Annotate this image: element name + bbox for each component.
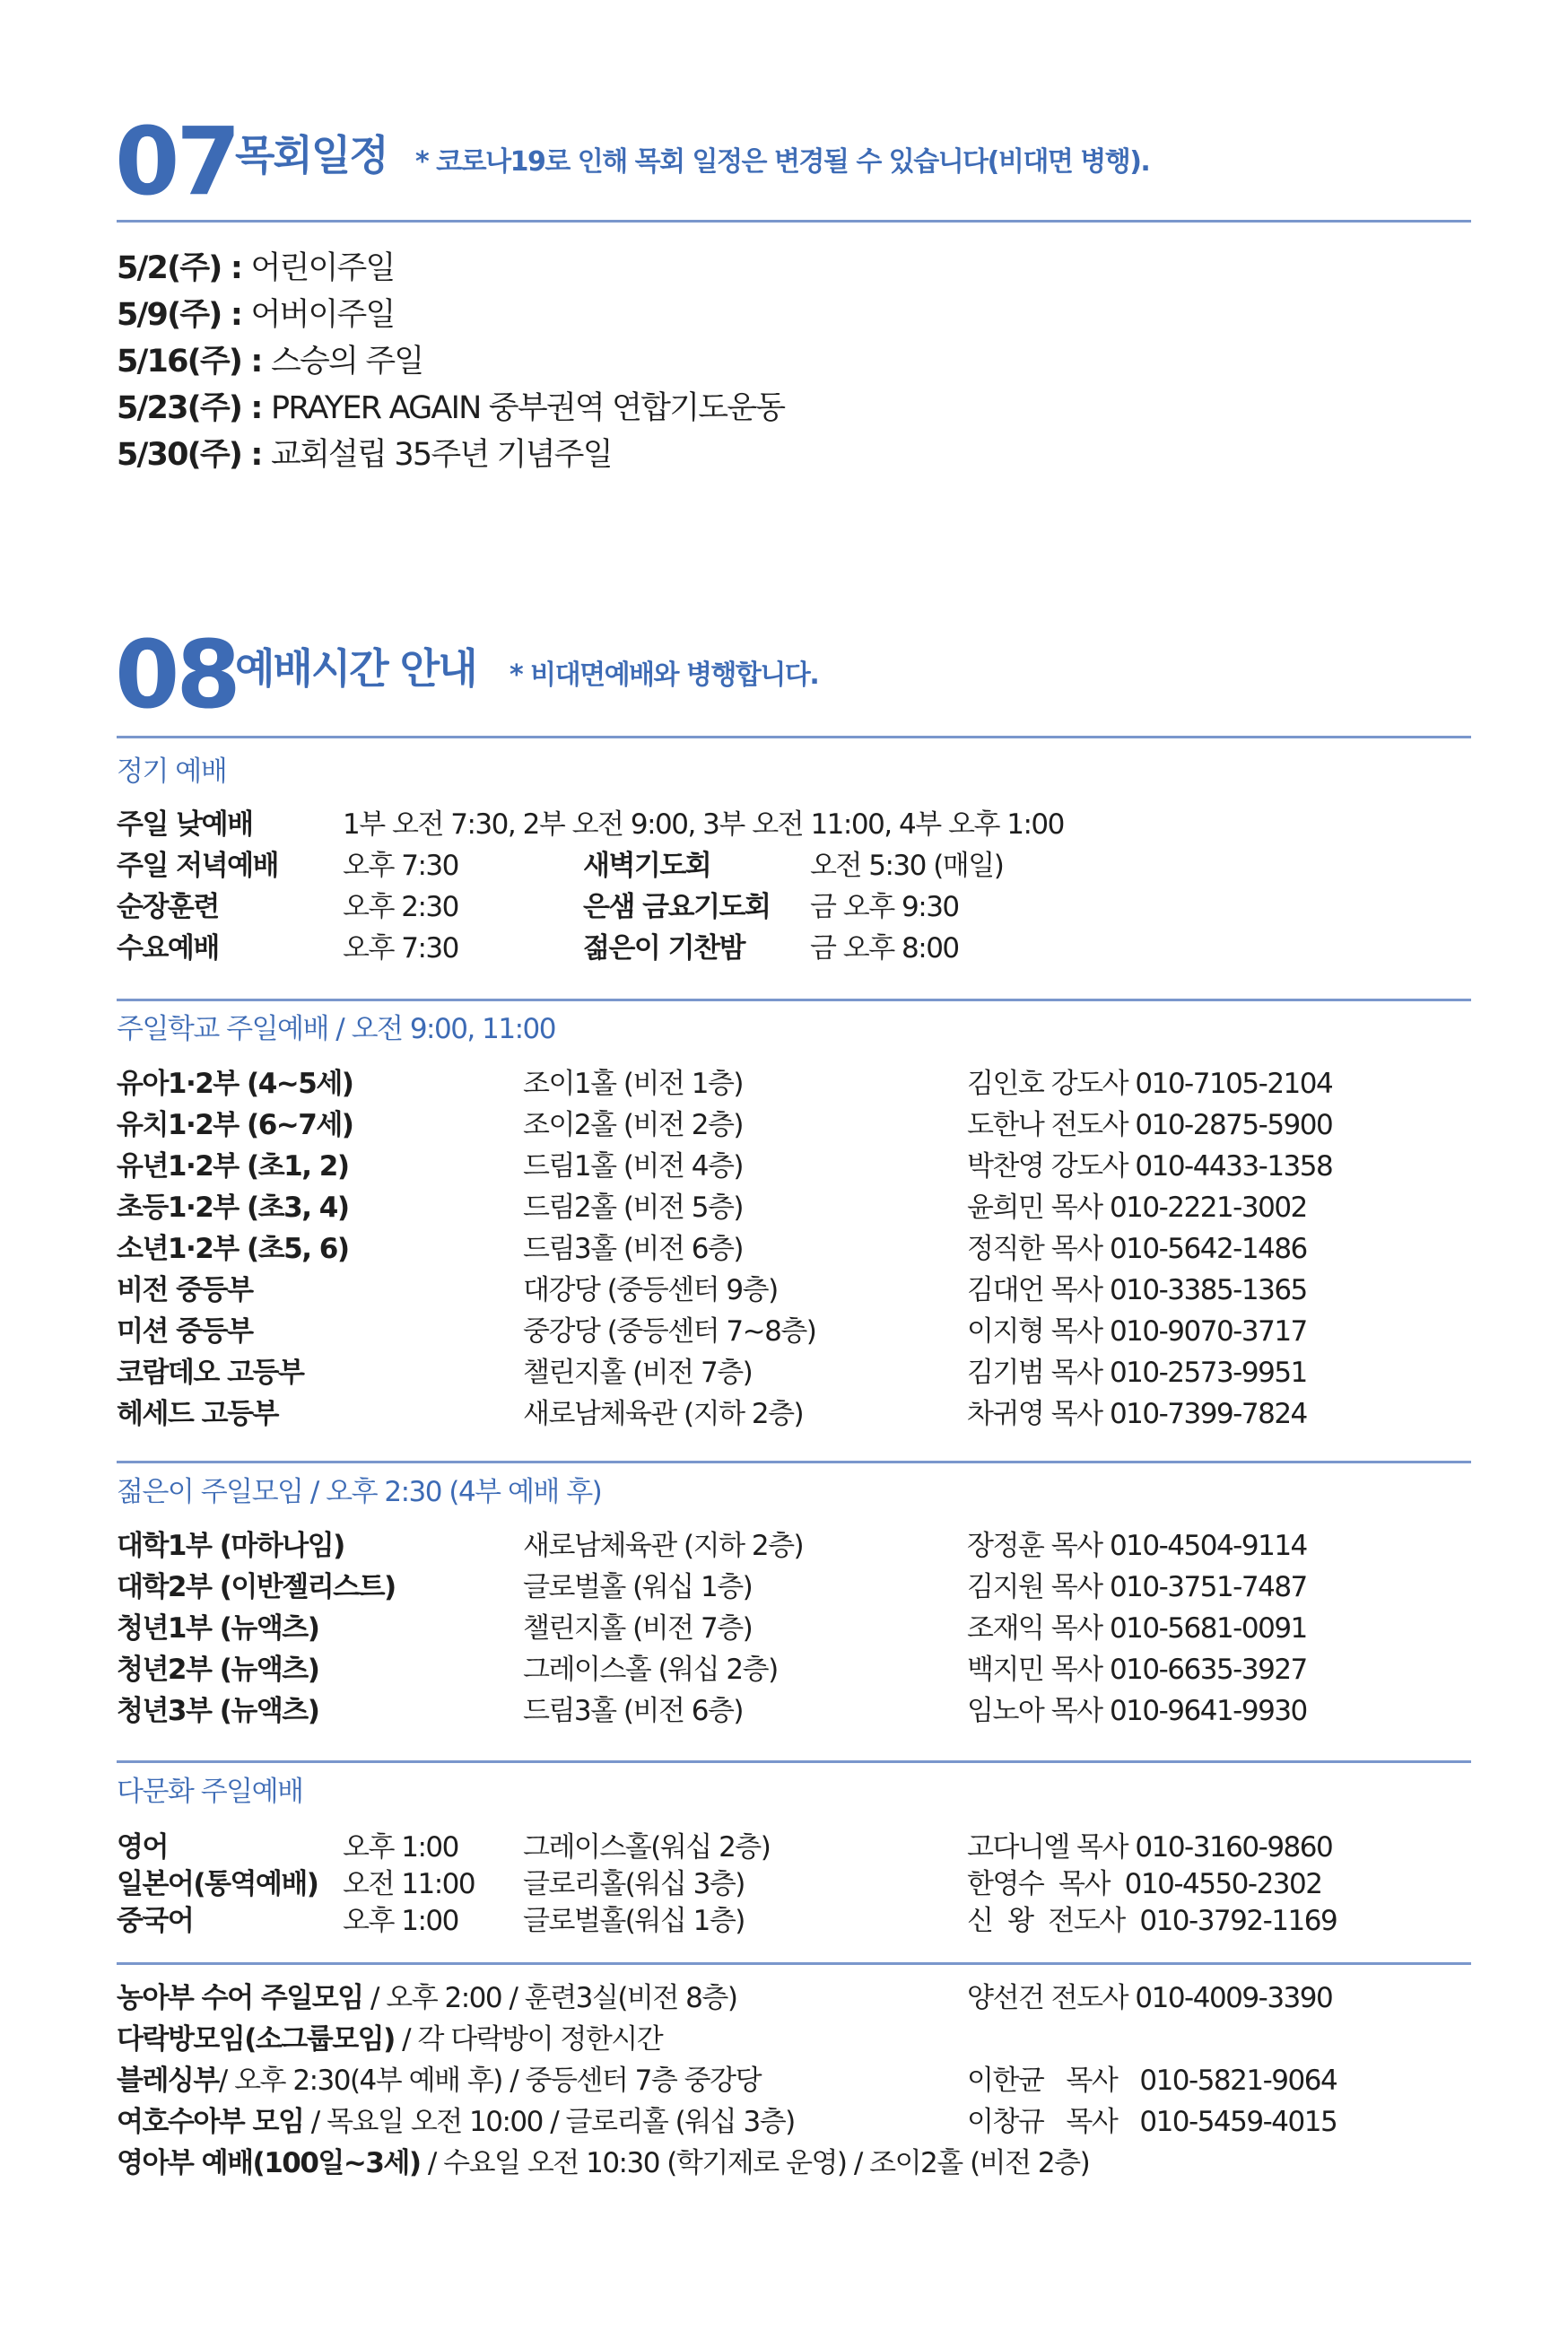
contact-info: 윤희민 목사 010-2221-3002 [967, 1192, 1307, 1224]
meeting-place: 챌린지홀 (비전 7층) [523, 1357, 753, 1389]
section-divider [117, 1760, 1471, 1763]
group-name: 코람데오 고등부 [117, 1357, 304, 1389]
other-meeting [117, 2108, 795, 2136]
contact-info: 차귀영 목사 010-7399-7824 [967, 1398, 1307, 1430]
contact-info: 정직한 목사 010-5642-1486 [967, 1233, 1307, 1265]
worship-name: 새벽기도회 [583, 850, 711, 882]
meeting-place: 새로남체육관 (지하 2층) [523, 1530, 804, 1562]
section-number-07: 07 [115, 107, 238, 216]
other-meeting [117, 2067, 761, 2095]
meeting-place: 챌린지홀 (비전 7층) [523, 1612, 753, 1645]
meeting-details: / 오후 2:00 / 훈련3실(비전 8층) [362, 1982, 737, 2014]
schedule-date: 5/30(주) : [117, 437, 272, 473]
other-meeting [117, 1982, 737, 2014]
schedule-date: 5/9(주) : [117, 297, 251, 333]
worship-time: 1부 오전 7:30, 2부 오전 9:00, 3부 오전 11:00, 4부 오후 1:00 [343, 808, 1064, 841]
group-name: 청년3부 (뉴액츠) [117, 1695, 319, 1727]
other-meeting [117, 2147, 1090, 2179]
meeting-place: 드림2홀 (비전 5층) [523, 1192, 744, 1224]
contact-info: 김지원 목사 010-3751-7487 [967, 1571, 1307, 1603]
young-adults-heading [117, 1476, 602, 1508]
contact-info: 김인호 강도사 010-7105-2104 [967, 1068, 1333, 1100]
contact-info: 도한나 전도사 010-2875-5900 [967, 1109, 1333, 1141]
schedule-date: 5/2(주) : [117, 250, 251, 286]
schedule-item [117, 250, 395, 286]
meeting-place: 글로벌홀(워십 1층) [523, 1905, 745, 1937]
worship-time: 오후 1:00 [343, 1905, 458, 1937]
section-title-schedule: 목회일정 [235, 131, 388, 179]
group-name: 소년1·2부 (초5, 6) [117, 1233, 349, 1265]
worship-name: 젊은이 기찬밤 [583, 932, 745, 965]
contact-info: 장정훈 목사 010-4504-9114 [967, 1530, 1307, 1562]
section-divider [117, 1962, 1471, 1965]
contact-info: 고다니엘 목사 010-3160-9860 [967, 1831, 1333, 1864]
meeting-place: 드림3홀 (비전 6층) [523, 1695, 744, 1727]
section-divider [117, 999, 1471, 1001]
group-name: 유치1·2부 (6~7세) [117, 1109, 353, 1141]
section-divider [117, 1461, 1471, 1463]
worship-name: 순장훈련 [117, 891, 219, 923]
schedule-event: 어버이주일 [250, 297, 395, 333]
contact-info: 박찬영 강도사 010-4433-1358 [967, 1150, 1333, 1183]
meeting-name: 여호수아부 모임 [117, 2106, 304, 2138]
schedule-event: PRAYER AGAIN 중부권역 연합기도운동 [271, 390, 785, 426]
group-name: 대학2부 (이반젤리스트) [117, 1571, 396, 1603]
group-name: 초등1·2부 (초3, 4) [117, 1192, 349, 1224]
multicultural-heading: 다문화 주일예배 [117, 1776, 303, 1808]
meeting-place: 조이2홀 (비전 2층) [523, 1109, 744, 1141]
worship-time: 오후 7:30 [343, 850, 458, 882]
worship-time: 오전 5:30 (매일) [810, 850, 1004, 882]
schedule-date: 5/23(주) : [117, 390, 272, 426]
meeting-place: 그레이스홀(워십 2층) [523, 1831, 771, 1864]
worship-time: 오후 2:30 [343, 891, 458, 923]
other-meeting [117, 2023, 663, 2056]
schedule-item [117, 297, 395, 333]
schedule-item [117, 390, 785, 426]
language-name: 일본어(통역예배) [117, 1868, 318, 1900]
worship-name: 주일 저녁예배 [117, 850, 278, 882]
meeting-details: / 수요일 오전 10:30 (학기제로 운영) / 조이2홀 (비전 2층) [420, 2147, 1090, 2179]
worship-time: 오후 1:00 [343, 1831, 458, 1864]
contact-info: 김기범 목사 010-2573-9951 [967, 1357, 1307, 1389]
group-name: 비전 중등부 [117, 1274, 253, 1306]
group-name: 유년1·2부 (초1, 2) [117, 1150, 349, 1183]
meeting-place: 대강당 (중등센터 9층) [523, 1274, 778, 1306]
group-name: 미션 중등부 [117, 1315, 253, 1348]
section-title-worship-times: 예배시간 안내 [235, 644, 476, 693]
contact-info: 김대언 목사 010-3385-1365 [967, 1274, 1307, 1306]
contact-info: 임노아 목사 010-9641-9930 [967, 1695, 1307, 1727]
worship-time: 오전 11:00 [343, 1868, 475, 1900]
meeting-name: 영아부 예배(100일~3세) [117, 2147, 421, 2179]
group-name: 대학1부 (마하나임) [117, 1530, 344, 1562]
meeting-place: 새로남체육관 (지하 2층) [523, 1398, 804, 1430]
language-name: 중국어 [117, 1905, 194, 1937]
language-name: 영어 [117, 1831, 168, 1864]
contact-info: 한영수 목사 010-4550-2302 [967, 1868, 1322, 1900]
schedule-note: * 코로나19로 인해 목회 일정은 변경될 수 있습니다(비대면 병행). [415, 146, 1150, 178]
group-name: 청년2부 (뉴액츠) [117, 1654, 319, 1686]
young-adults-heading-time: / 오후 2:30 (4부 예배 후) [302, 1476, 602, 1508]
schedule-item [117, 346, 422, 378]
worship-time: 금 오후 8:00 [810, 932, 959, 965]
section-number-08: 08 [115, 620, 238, 729]
schedule-event: 스승의 주일 [271, 344, 423, 380]
schedule-item [117, 437, 612, 473]
schedule-event: 교회설립 35주년 기념주일 [271, 437, 612, 473]
meeting-place: 드림1홀 (비전 4층) [523, 1150, 744, 1183]
worship-time: 오후 7:30 [343, 932, 458, 965]
sunday-school-heading-label: 주일학교 주일예배 [117, 1013, 328, 1045]
meeting-details: / 오후 2:30(4부 예배 후) / 중등센터 7층 중강당 [218, 2065, 762, 2097]
sunday-school-heading-time: / 오전 9:00, 11:00 [327, 1013, 555, 1045]
contact-info: 신 왕 전도사 010-3792-1169 [967, 1905, 1337, 1937]
worship-name: 주일 낮예배 [117, 808, 253, 841]
meeting-place: 중강당 (중등센터 7~8층) [523, 1315, 816, 1348]
group-name: 헤세드 고등부 [117, 1398, 278, 1430]
meeting-details: / 목요일 오전 10:00 / 글로리홀 (워십 3층) [303, 2106, 795, 2138]
meeting-place: 글로벌홀 (워십 1층) [523, 1571, 753, 1603]
meeting-place: 조이1홀 (비전 1층) [523, 1068, 744, 1100]
meeting-place: 드림3홀 (비전 6층) [523, 1233, 744, 1265]
contact-info: 이한균 목사 010-5821-9064 [967, 2065, 1337, 2097]
meeting-place: 그레이스홀 (워십 2층) [523, 1654, 778, 1686]
meeting-details: / 각 다락방이 정한시간 [394, 2023, 663, 2056]
worship-time: 금 오후 9:30 [810, 891, 959, 923]
contact-info: 이창규 목사 010-5459-4015 [967, 2106, 1337, 2138]
meeting-name: 블레싱부 [117, 2065, 219, 2097]
section-divider [117, 220, 1471, 223]
group-name: 청년1부 (뉴액츠) [117, 1612, 319, 1645]
worship-name: 수요예배 [117, 932, 219, 965]
worship-name: 은샘 금요기도회 [583, 891, 771, 923]
worship-note: * 비대면예배와 병행합니다. [510, 659, 819, 691]
contact-info: 이지형 목사 010-9070-3717 [967, 1315, 1307, 1348]
schedule-date: 5/16(주) : [117, 344, 272, 380]
meeting-place: 글로리홀(워십 3층) [523, 1868, 745, 1900]
contact-info: 양선건 전도사 010-4009-3390 [967, 1982, 1333, 2014]
young-adults-heading-label: 젊은이 주일모임 [117, 1476, 303, 1508]
contact-info: 조재익 목사 010-5681-0091 [967, 1612, 1307, 1645]
sunday-school-heading [117, 1013, 555, 1045]
regular-worship-heading: 정기 예배 [117, 755, 227, 788]
meeting-name: 다락방모임(소그룹모임) [117, 2023, 395, 2056]
section-divider [117, 736, 1471, 738]
meeting-name: 농아부 수어 주일모임 [117, 1982, 363, 2014]
contact-info: 백지민 목사 010-6635-3927 [967, 1654, 1307, 1686]
schedule-event: 어린이주일 [250, 250, 395, 286]
group-name: 유아1·2부 (4~5세) [117, 1068, 353, 1100]
